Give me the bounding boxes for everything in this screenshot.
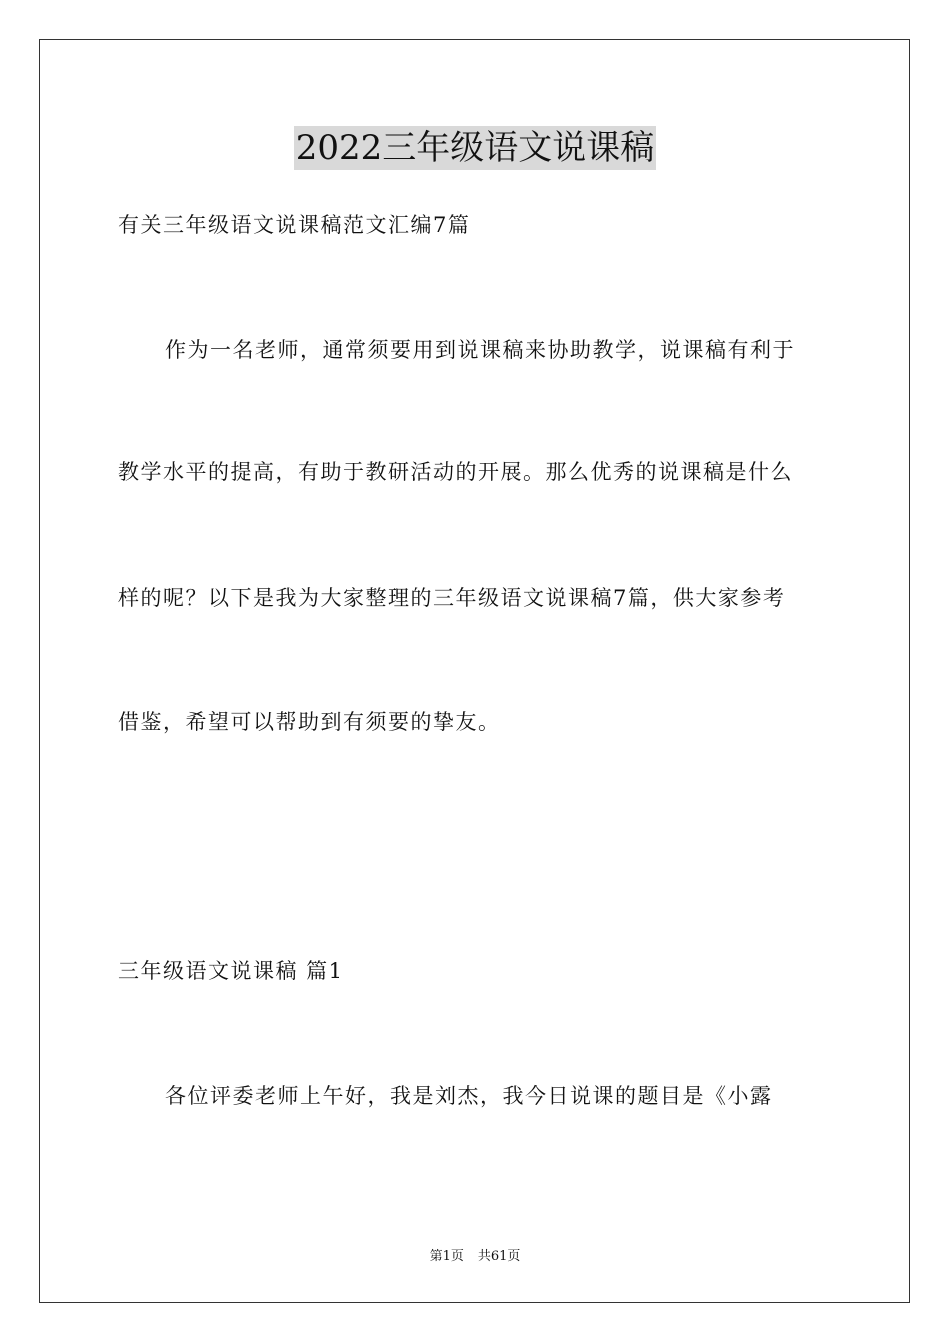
paragraph-line: 借鉴，希望可以帮助到有须要的挚友。 [118,710,501,734]
page-total: 共61页 [477,1249,521,1264]
title-container [0,126,950,170]
paragraph-line: 作为一名老师，通常须要用到说课稿来协助教学，说课稿有利于 [165,338,795,362]
page-number: 第1页 [429,1249,464,1264]
document-title: 2022三年级语文说课稿 [295,128,655,168]
paragraph-line: 样的呢？以下是我为大家整理的三年级语文说课稿7篇，供大家参考 [118,586,786,610]
paragraph-line: 各位评委老师上午好，我是刘杰，我今日说课的题目是《小露 [165,1084,773,1108]
section-heading: 三年级语文说课稿 篇1 [118,959,344,983]
paragraph-line: 教学水平的提高，有助于教研活动的开展。那么优秀的说课稿是什么 [118,460,793,484]
page-footer [0,1248,950,1266]
document-subtitle: 有关三年级语文说课稿范文汇编7篇 [118,213,471,237]
